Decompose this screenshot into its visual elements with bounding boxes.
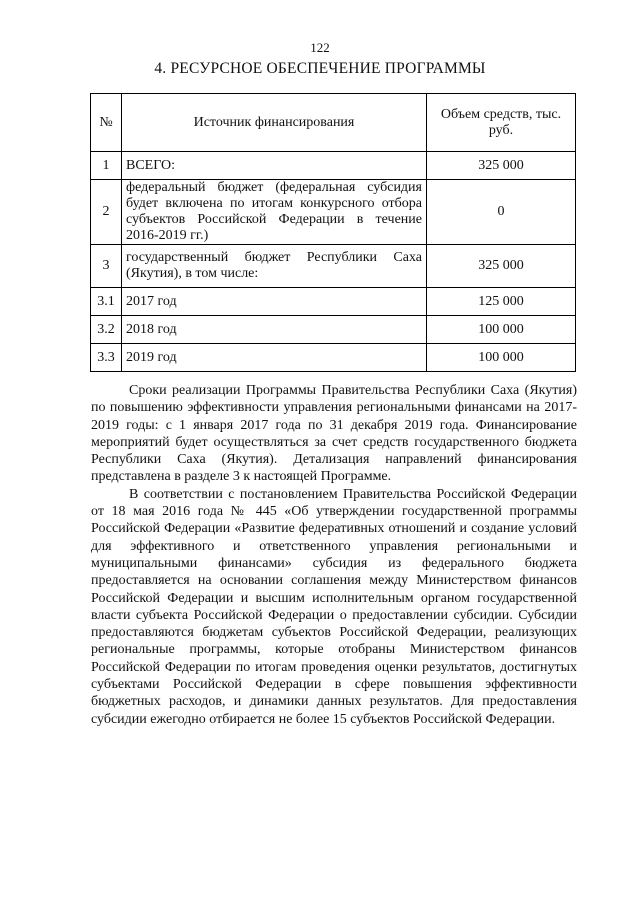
row-amount: 100 000 bbox=[427, 344, 576, 372]
section-title: 4. РЕСУРСНОЕ ОБЕСПЕЧЕНИЕ ПРОГРАММЫ bbox=[154, 60, 486, 77]
row-amount: 325 000 bbox=[427, 152, 576, 180]
table-row bbox=[91, 288, 576, 316]
row-amount: 125 000 bbox=[427, 288, 576, 316]
row-source: ВСЕГО: bbox=[122, 152, 427, 180]
table-row bbox=[91, 316, 576, 344]
table-row bbox=[91, 245, 576, 288]
row-num: 1 bbox=[91, 152, 122, 180]
table-header-row bbox=[91, 94, 576, 152]
row-num: 3 bbox=[91, 245, 122, 288]
row-num: 2 bbox=[91, 180, 122, 245]
row-amount: 0 bbox=[427, 180, 576, 245]
page-number: 122 bbox=[310, 40, 330, 55]
row-num: 3.3 bbox=[91, 344, 122, 372]
row-num: 3.2 bbox=[91, 316, 122, 344]
row-source: 2017 год bbox=[122, 288, 427, 316]
header-amount: Объем средств, тыс. руб. bbox=[427, 94, 576, 152]
funding-table bbox=[90, 93, 576, 372]
header-num: № bbox=[91, 94, 122, 152]
row-source: федеральный бюджет (федеральная субсидия будет включена по итогам конкурсного отбора субъектов Российской Федерации в течение 2016-2019 гг.) bbox=[122, 180, 427, 245]
table-row bbox=[91, 180, 576, 245]
row-source: 2019 год bbox=[122, 344, 427, 372]
row-source: 2018 год bbox=[122, 316, 427, 344]
table-row bbox=[91, 344, 576, 372]
row-amount: 100 000 bbox=[427, 316, 576, 344]
table-row bbox=[91, 152, 576, 180]
header-source: Источник финансирования bbox=[122, 94, 427, 152]
row-source: государственный бюджет Республики Саха (Якутия), в том числе: bbox=[122, 245, 427, 288]
body-text bbox=[91, 382, 577, 728]
paragraph-subsidy: В соответствии с постановлением Правительства Российской Федерации от 18 мая 2016 года № 445 «Об утверждении государственной программы Российской Федерации «Развитие федеративных отношений и создание условий для эффективного и ответственного управления региональными и муниципальными финансами» субсидия из федерального бюджета предоставляется на основании соглашения между Министерством финансов Российской Федерации и высшим исполнительным органом государственной власти субъекта Российской Федерации о предоставлении субсидии. Субсидии предоставляются бюджетам субъектов Российской Федерации, реализующих региональные программы, которые отобраны Министерством финансов Российской Федерации по итогам проведения оценки результатов, достигнутых субъектами Российской Федерации в сфере повышения эффективности бюджетных расходов, и динамики данных результатов. Для предоставления субсидии ежегодно отбирается не более 15 субъектов Российской Федерации. bbox=[91, 486, 577, 727]
row-num: 3.1 bbox=[91, 288, 122, 316]
paragraph-terms: Сроки реализации Программы Правительства Республики Саха (Якутия) по повышению эффективности управления региональными финансами на 2017-2019 годы: с 1 января 2017 года по 31 декабря 2019 года. Финансирование мероприятий будет осуществляться за счет средств государственного бюджета Республики Саха (Якутия). Детализация направлений финансирования представлена в разделе 3 к настоящей Программе. bbox=[91, 383, 577, 485]
row-amount: 325 000 bbox=[427, 245, 576, 288]
